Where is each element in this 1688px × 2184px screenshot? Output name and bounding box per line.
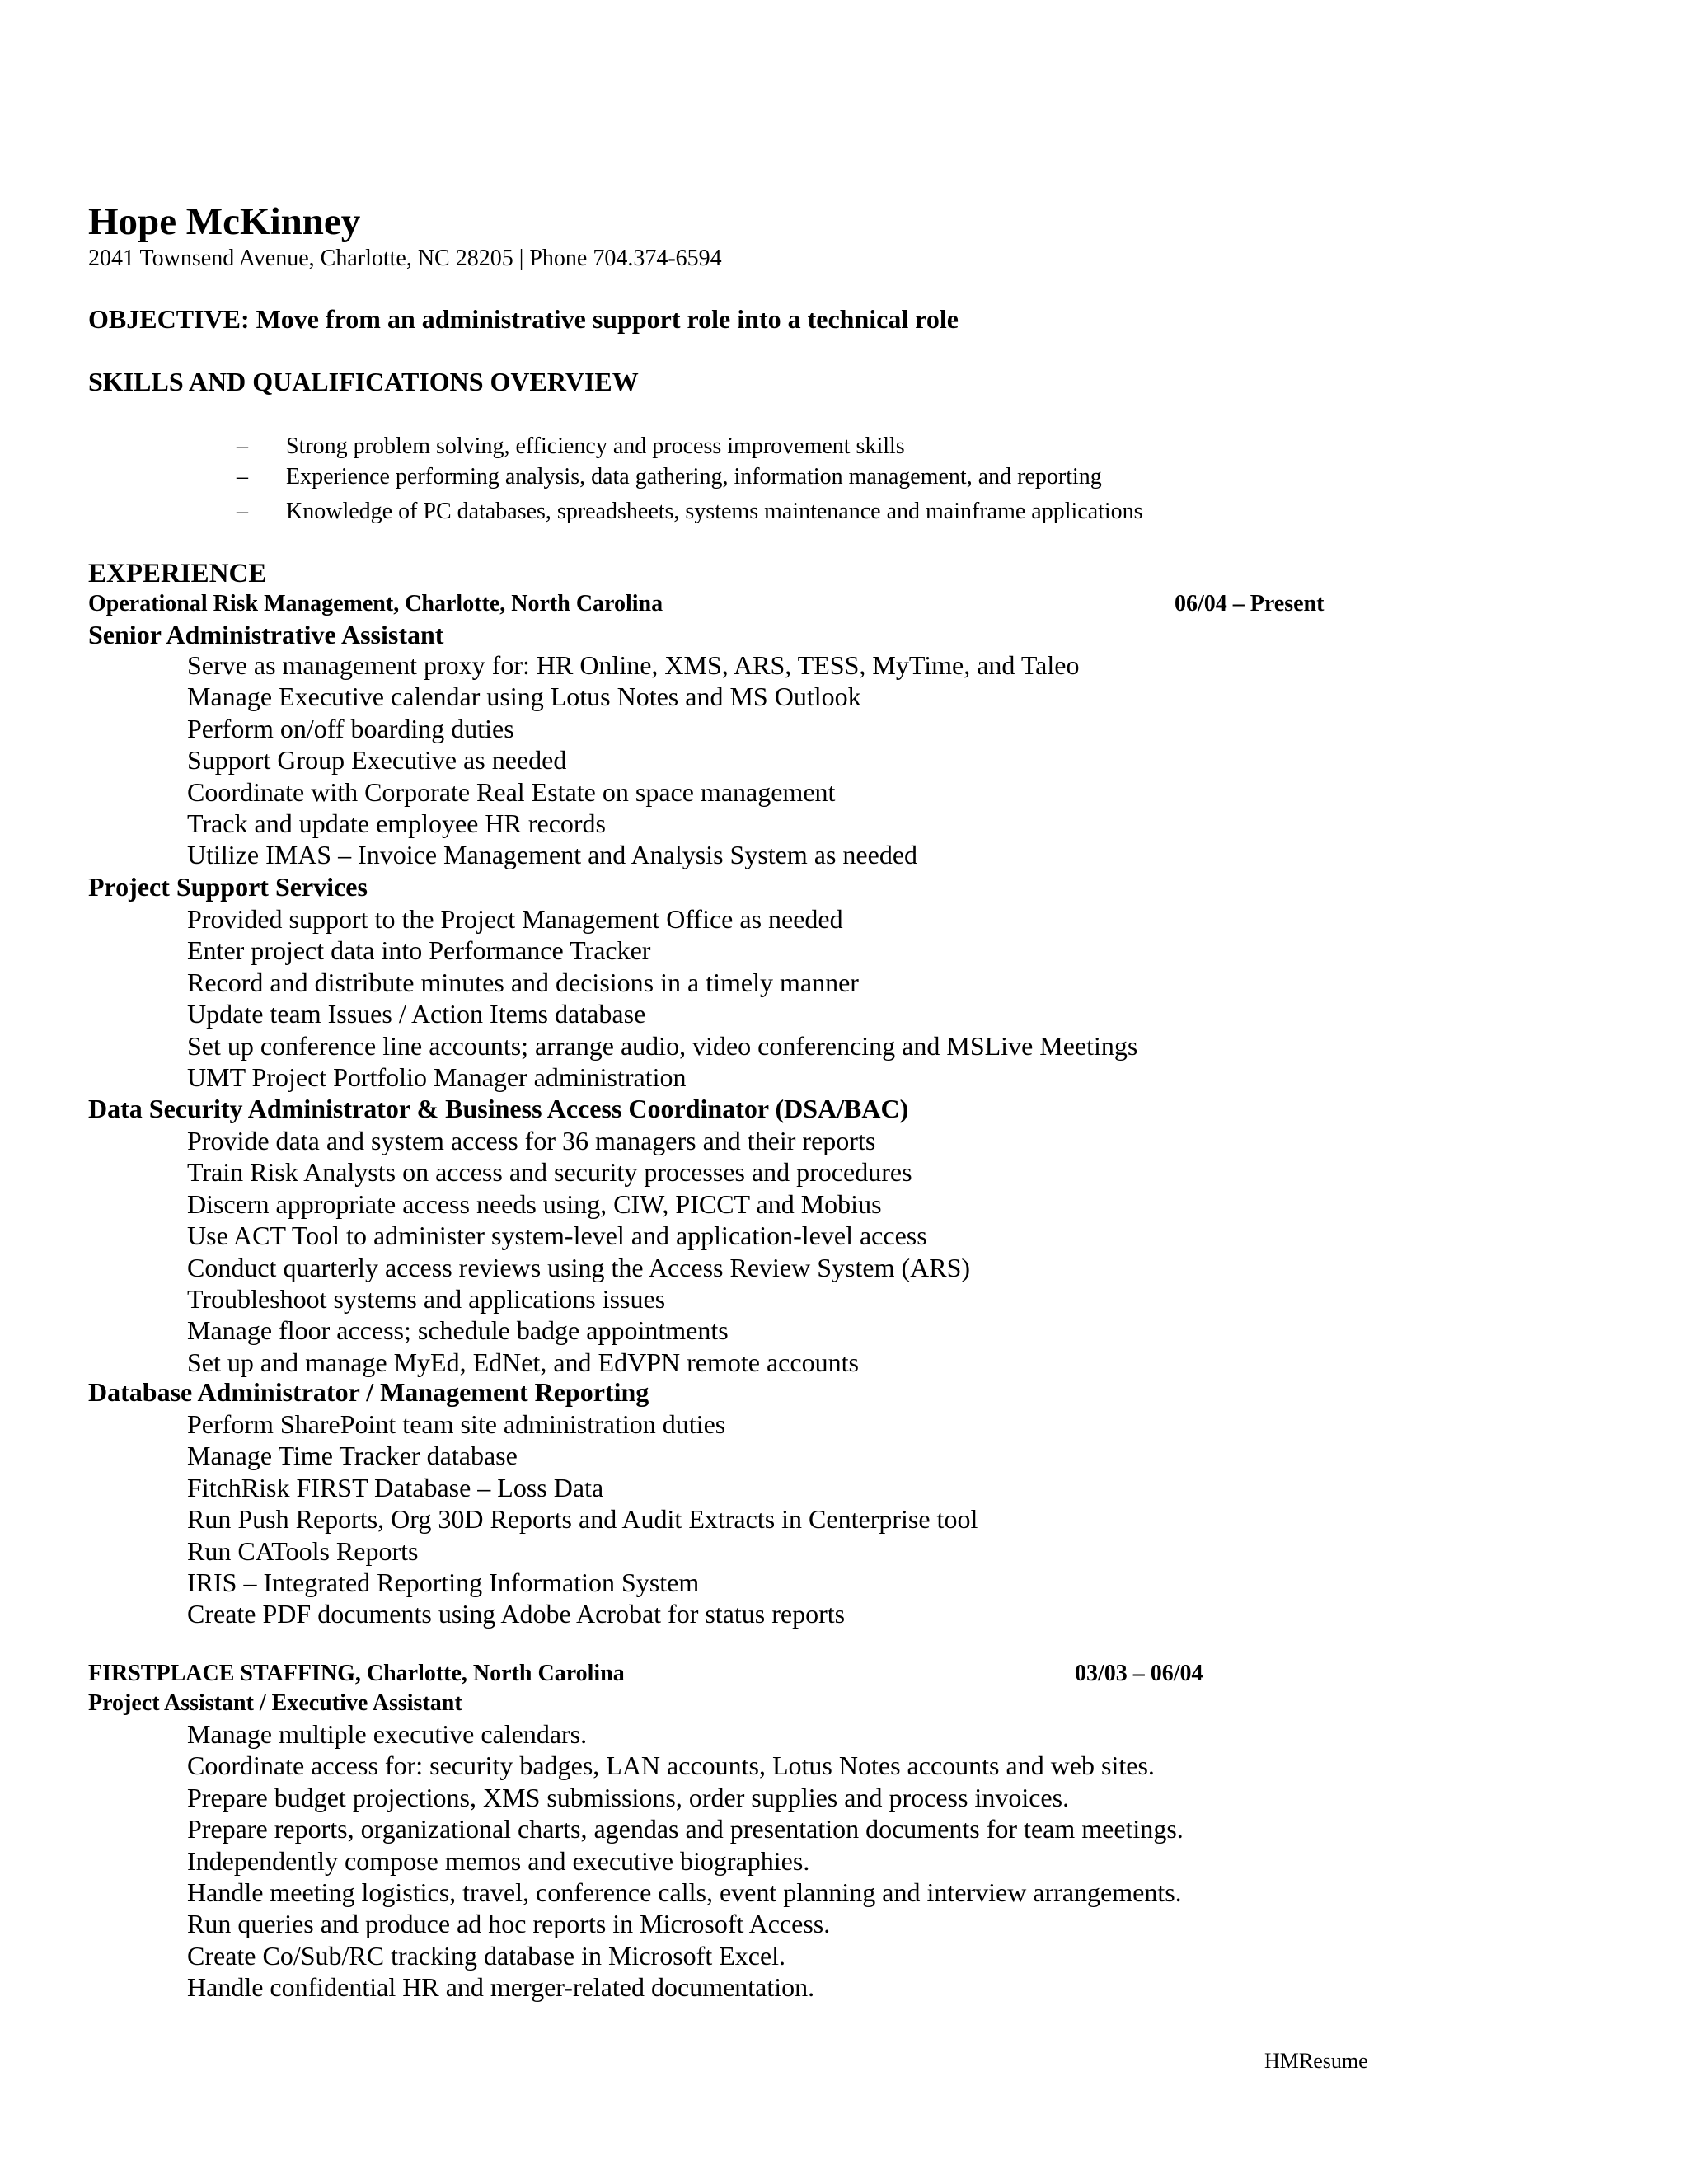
duty-item: Manage floor access; schedule badge appointments xyxy=(187,1315,729,1346)
duty-item: Run queries and produce ad hoc reports in Microsoft Access. xyxy=(187,1909,831,1939)
duty-item: Handle confidential HR and merger-related documentation. xyxy=(187,1972,815,2003)
duty-item: Coordinate with Corporate Real Estate on space management xyxy=(187,776,836,807)
duty-item: Coordinate access for: security badges, LAN accounts, Lotus Notes accounts and web sites. xyxy=(187,1750,1155,1781)
duty-list xyxy=(187,1718,1184,2004)
role-title: Senior Administrative Assistant xyxy=(88,620,444,649)
skill-item xyxy=(237,499,1143,525)
duty-item: Prepare budget projections, XMS submissions, order supplies and process invoices. xyxy=(187,1782,1070,1812)
duty-list xyxy=(187,903,1137,1093)
employer-name: FIRSTPLACE STAFFING, Charlotte, North Carolina xyxy=(88,1661,625,1686)
employer-name: Operational Risk Management, Charlotte, North Carolina xyxy=(88,591,663,616)
duty-item: Prepare reports, organizational charts, agendas and presentation documents for team meetings. xyxy=(187,1814,1184,1844)
duty-item: Use ACT Tool to administer system-level and application-level access xyxy=(187,1221,927,1251)
skill-item xyxy=(237,434,1143,464)
employment-dates: 06/04 – Present xyxy=(1175,591,1325,616)
duty-item: UMT Project Portfolio Manager administration xyxy=(187,1062,687,1092)
duty-list xyxy=(187,1408,978,1630)
footer-label: HMResume xyxy=(1264,2049,1368,2073)
contact-info: 2041 Townsend Avenue, Charlotte, NC 28205 | Phone 704.374-6594 xyxy=(88,246,722,271)
duty-item: Provide data and system access for 36 managers and their reports xyxy=(187,1126,876,1155)
duty-item: Set up conference line accounts; arrange audio, video conferencing and MSLive Meetings xyxy=(187,1030,1138,1061)
duty-item: Support Group Executive as needed xyxy=(187,745,567,776)
duty-item: Enter project data into Performance Tracker xyxy=(187,935,651,966)
duty-item: Update team Issues / Action Items database xyxy=(187,999,646,1029)
role-title: Data Security Administrator & Business Access Coordinator (DSA/BAC) xyxy=(88,1094,909,1123)
skill-item xyxy=(237,464,1143,499)
dash-bullet: – xyxy=(237,464,248,490)
duty-item: Serve as management proxy for: HR Online, XMS, ARS, TESS, MyTime, and Taleo xyxy=(187,650,1080,680)
duty-item: Perform on/off boarding duties xyxy=(187,713,514,743)
duty-item: Discern appropriate access needs using, CIW, PICCT and Mobius xyxy=(187,1188,882,1219)
duty-item: Provided support to the Project Management Office as needed xyxy=(187,904,843,934)
role-title: Project Assistant / Executive Assistant xyxy=(88,1690,462,1716)
skill-text: Knowledge of PC databases, spreadsheets, systems maintenance and mainframe applications xyxy=(286,499,1143,524)
dash-bullet: – xyxy=(237,499,248,524)
duty-item: Create PDF documents using Adobe Acrobat for status reports xyxy=(187,1599,846,1629)
role-title: Project Support Services xyxy=(88,872,368,902)
duty-item: Manage Executive calendar using Lotus Notes and MS Outlook xyxy=(187,682,861,712)
duty-item: Conduct quarterly access reviews using the Access Review System (ARS) xyxy=(187,1252,971,1282)
duty-item: Utilize IMAS – Invoice Management and Analysis System as needed xyxy=(187,840,918,870)
duty-item: Run CATools Reports xyxy=(187,1535,419,1566)
duty-list xyxy=(187,1125,970,1378)
duty-item: Run Push Reports, Org 30D Reports and Audit Extracts in Centerprise tool xyxy=(187,1504,978,1535)
skill-text: Strong problem solving, efficiency and process improvement skills xyxy=(286,434,905,459)
duty-item: Record and distribute minutes and decisions in a timely manner xyxy=(187,967,859,997)
duty-item: Manage multiple executive calendars. xyxy=(187,1719,588,1749)
duty-item: Manage Time Tracker database xyxy=(187,1441,518,1471)
dash-bullet: – xyxy=(237,434,248,459)
skills-heading: SKILLS AND QUALIFICATIONS OVERVIEW xyxy=(88,367,639,396)
duty-item: Perform SharePoint team site administration duties xyxy=(187,1409,726,1439)
skills-list xyxy=(237,434,1143,525)
duty-item: Troubleshoot systems and applications issues xyxy=(187,1283,666,1314)
duty-item: Handle meeting logistics, travel, conference calls, event planning and interview arrangements. xyxy=(187,1877,1182,1907)
duty-item: Independently compose memos and executive biographies. xyxy=(187,1845,810,1876)
duty-item: FitchRisk FIRST Database – Loss Data xyxy=(187,1472,604,1502)
skill-text: Experience performing analysis, data gathering, information management, and reporting xyxy=(286,464,1102,490)
duty-list xyxy=(187,649,1079,871)
duty-item: Create Co/Sub/RC tracking database in Microsoft Excel. xyxy=(187,1940,786,1971)
objective-statement: OBJECTIVE: Move from an administrative support role into a technical role xyxy=(88,304,959,334)
duty-item: Track and update employee HR records xyxy=(187,808,606,838)
employment-dates: 03/03 – 06/04 xyxy=(1075,1661,1203,1686)
duty-item: IRIS – Integrated Reporting Information System xyxy=(187,1567,700,1597)
experience-heading: EXPERIENCE xyxy=(88,559,267,588)
duty-item: Set up and manage MyEd, EdNet, and EdVPN remote accounts xyxy=(187,1347,859,1377)
candidate-name: Hope McKinney xyxy=(88,200,361,243)
role-title: Database Administrator / Management Reporting xyxy=(88,1377,649,1407)
duty-item: Train Risk Analysts on access and security processes and procedures xyxy=(187,1157,912,1188)
